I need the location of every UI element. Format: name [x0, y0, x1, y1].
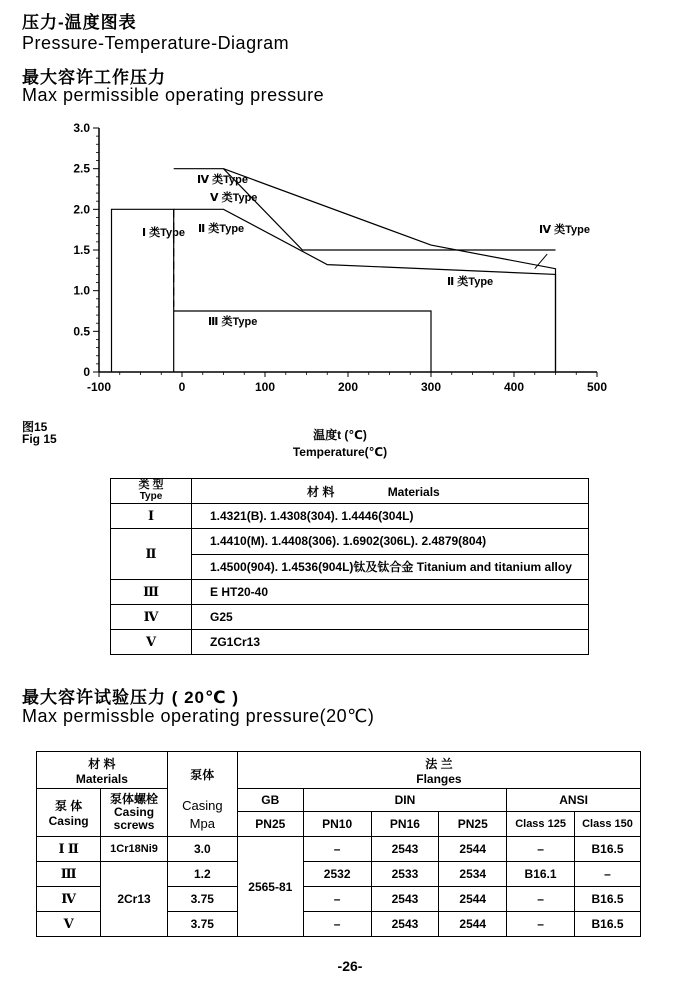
materials-cell: 1.4410(M). 1.4408(306). 1.6902(306L). 2.4879(804) — [192, 529, 589, 555]
series-label-type5: Ⅴ 类Type — [210, 192, 258, 204]
table-row — [111, 529, 589, 555]
x-tick-label: 300 — [420, 380, 442, 394]
casing-cell: Ⅳ — [37, 887, 101, 912]
x-axis-title-en: Temperature(℃) — [292, 445, 388, 459]
type-cell: Ⅰ — [111, 504, 192, 529]
type-header-en: Type — [139, 491, 163, 502]
materials-header-cell — [192, 479, 589, 504]
gb-value-cell: 2565-81 — [237, 837, 303, 937]
materials-cell: ZG1Cr13 — [192, 630, 589, 655]
flanges-header-en: Flanges — [416, 771, 462, 786]
pump-header-cn: 泵体 — [190, 768, 215, 782]
pn25-cell: 2534 — [439, 862, 507, 887]
class125-cell: – — [507, 837, 575, 862]
series-label-type4-right: Ⅳ 类Type — [539, 224, 590, 236]
materials-cell: 1.4500(904). 1.4536(904L)钛及钛合金 Titanium and titanium alloy — [192, 554, 589, 580]
y-tick-label: 3.0 — [73, 121, 90, 135]
page-title-en: Pressure-Temperature-Diagram — [22, 33, 290, 53]
y-tick-label: 2.5 — [73, 161, 90, 176]
class150-cell: B16.5 — [575, 912, 641, 937]
screws-header-en: Casing screws — [113, 805, 155, 832]
series-label-type1: Ⅰ 类Type — [142, 227, 186, 239]
materials-header-en: Materials — [75, 771, 128, 786]
type-cell: Ⅴ — [111, 630, 192, 655]
page-title-cn: 压力-温度图表 — [22, 13, 137, 32]
type-header-cell — [111, 479, 192, 504]
table-row — [37, 837, 641, 862]
pn16-cell: 2543 — [371, 887, 439, 912]
y-tick-label: 0.5 — [73, 324, 90, 339]
class125-cell: – — [507, 912, 575, 937]
test-pressure-title-cn: 最大容许试验压力 ( 20℃ ) — [22, 688, 239, 707]
table-header-row — [37, 752, 641, 789]
series-label-type3: Ⅲ 类Type — [208, 316, 258, 328]
figure-label-en: Fig 15 — [22, 432, 57, 446]
casing-header-en: Casing — [48, 814, 89, 828]
ansi-header: ANSI — [507, 789, 641, 812]
screw-cell: 2Cr13 — [101, 862, 167, 937]
materials-cell: G25 — [192, 605, 589, 630]
screws-header-cn: 泵体螺栓 — [110, 792, 159, 806]
series-label-type2: Ⅱ 类Type — [198, 223, 245, 235]
mpa-cell: 1.2 — [167, 862, 237, 887]
type-cell: Ⅱ — [111, 529, 192, 580]
series-label-type2-right: Ⅱ 类Type — [447, 276, 494, 288]
mpa-cell: 3.75 — [167, 887, 237, 912]
class150-cell: B16.5 — [575, 887, 641, 912]
y-tick-label: 0 — [83, 365, 90, 379]
materials-table — [110, 478, 589, 655]
materials-header-cn: 材 料 — [88, 756, 116, 771]
materials-cell: E HT20-40 — [192, 580, 589, 605]
casing-cell: Ⅴ — [37, 912, 101, 937]
pn10-cell: – — [303, 887, 371, 912]
y-tick-label: 1.0 — [73, 283, 90, 298]
materials-group-header — [37, 752, 168, 789]
subtitle-en: Max permissible operating pressure — [22, 85, 325, 105]
pressure-temperature-chart — [0, 115, 700, 405]
x-tick-label: -100 — [86, 380, 112, 394]
flange-table — [36, 751, 641, 937]
gb-pn25-header: PN25 — [237, 812, 303, 837]
pn16-cell: 2533 — [371, 862, 439, 887]
table-row — [37, 862, 641, 887]
table-row — [111, 605, 589, 630]
din-pn25-header: PN25 — [439, 812, 507, 837]
din-pn10-header: PN10 — [303, 812, 371, 837]
casing-mpa-header — [167, 752, 237, 837]
series-line-4 — [224, 169, 556, 372]
type-cell: Ⅲ — [111, 580, 192, 605]
pn10-cell: – — [303, 837, 371, 862]
type-header-cn: 类 型 — [138, 479, 164, 491]
x-tick-label: 0 — [178, 380, 186, 394]
flanges-header-cn: 法 兰 — [425, 756, 453, 771]
flanges-group-header — [237, 752, 640, 789]
x-tick-label: 200 — [337, 380, 359, 394]
subtitle-cn: 最大容许工作压力 — [22, 68, 166, 87]
pn16-cell: 2543 — [371, 912, 439, 937]
class150-cell: – — [575, 862, 641, 887]
table-header-row — [37, 789, 641, 812]
chart-axes — [73, 121, 607, 394]
casing-cell: Ⅰ Ⅱ — [37, 837, 101, 862]
casing-header-cn: 泵 体 — [54, 799, 83, 813]
y-tick-label: 2.0 — [73, 202, 90, 217]
figure-label-cn: 图15 — [22, 420, 48, 434]
x-tick-label: 100 — [254, 380, 276, 394]
din-header: DIN — [303, 789, 506, 812]
pn25-cell: 2544 — [439, 837, 507, 862]
test-pressure-title-en: Max permissble operating pressure(20℃) — [22, 706, 375, 726]
screws-header — [101, 789, 167, 837]
class150-cell: B16.5 — [575, 837, 641, 862]
pn25-cell: 2544 — [439, 912, 507, 937]
table-row — [111, 580, 589, 605]
pn10-cell: – — [303, 912, 371, 937]
materials-header-cn: 材 料 — [307, 484, 335, 499]
table-header-row — [111, 479, 589, 504]
class125-cell: – — [507, 887, 575, 912]
pn10-cell: 2532 — [303, 862, 371, 887]
ansi-class150-header: Class 150 — [575, 812, 641, 837]
materials-header-en: Materials — [387, 484, 440, 499]
materials-cell: 1.4321(B). 1.4308(304). 1.4446(304L) — [192, 504, 589, 529]
gb-header: GB — [237, 789, 303, 812]
mpa-cell: 3.0 — [167, 837, 237, 862]
pn25-cell: 2544 — [439, 887, 507, 912]
din-pn16-header: PN16 — [371, 812, 439, 837]
chart-series — [112, 169, 556, 372]
x-tick-label: 400 — [503, 380, 525, 394]
ansi-class125-header: Class 125 — [507, 812, 575, 837]
series-label-type4: Ⅳ 类Type — [197, 174, 248, 186]
screw-cell: 1Cr18Ni9 — [101, 837, 167, 862]
table-row — [111, 630, 589, 655]
y-tick-label: 1.5 — [73, 243, 90, 257]
page-number: -26- — [337, 958, 363, 974]
casing-header — [37, 789, 101, 837]
x-axis-title-cn: 温度t (℃) — [313, 428, 367, 442]
table-row — [111, 504, 589, 529]
class125-cell: B16.1 — [507, 862, 575, 887]
casing-cell: Ⅲ — [37, 862, 101, 887]
mpa-cell: 3.75 — [167, 912, 237, 937]
x-tick-label: 500 — [586, 380, 608, 394]
type-cell: Ⅳ — [111, 605, 192, 630]
pn16-cell: 2543 — [371, 837, 439, 862]
casing-mpa-header-en: Casing Mpa — [182, 798, 223, 831]
